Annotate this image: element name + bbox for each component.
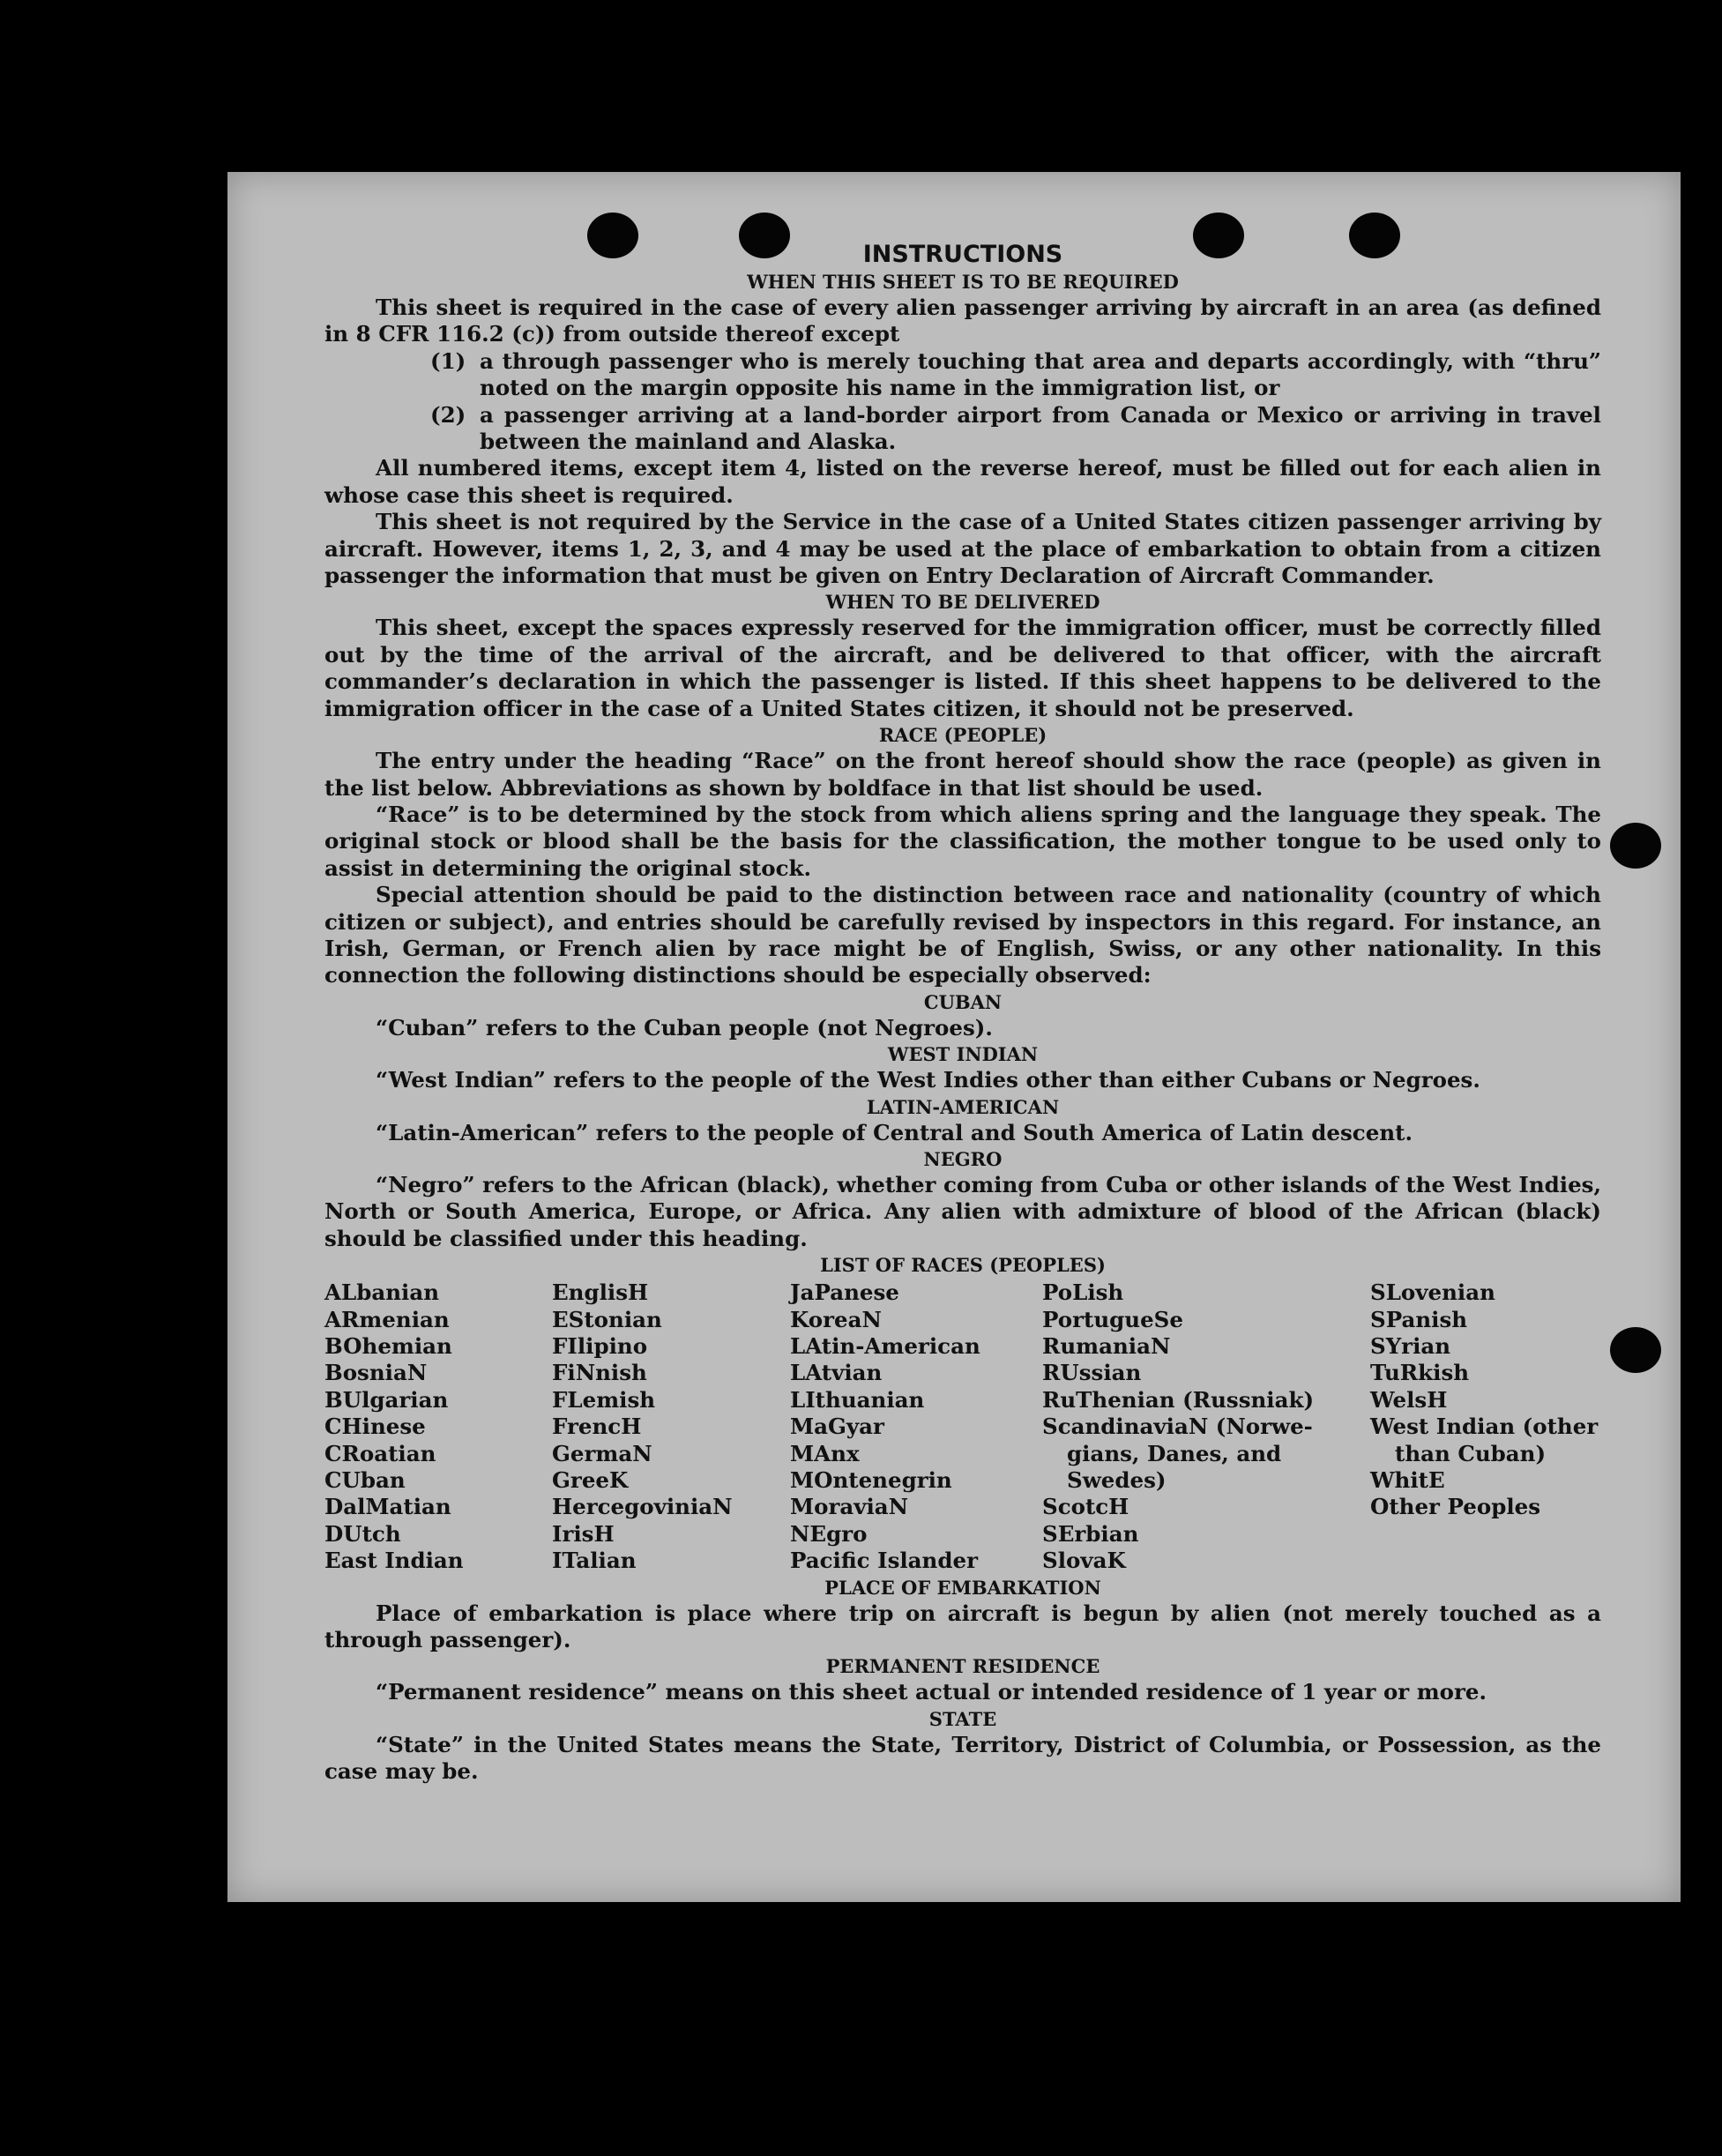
races-column	[324, 1279, 552, 1574]
race-entry: SLovenian	[1370, 1279, 1495, 1306]
punch-hole	[1610, 823, 1661, 869]
race-entry: LAtin-American	[790, 1333, 980, 1359]
section-heading-latin-american: LATIN-AMERICAN	[866, 1095, 1060, 1118]
race-entry: Swedes)	[1067, 1467, 1167, 1494]
section-heading-embarkation: PLACE OF EMBARKATION	[824, 1576, 1101, 1599]
item-number: (2)	[430, 401, 466, 428]
race-entry: SlovaK	[1042, 1548, 1126, 1574]
section-heading-when-required: WHEN THIS SHEET IS TO BE REQUIRED	[747, 271, 1179, 293]
races-list	[324, 1279, 1601, 1574]
race-entry: BosniaN	[324, 1360, 428, 1386]
item-text: a through passenger who is merely touching that area and departs accordingly, with “thru” noted on the margin opposite his name in the immigration list, or	[480, 347, 1601, 401]
paragraph: Special attention should be paid to the distinction between race and nationality (country of which citizen or subject), and entries should be carefully revised by inspectors in this regard. For instance, an Irish, German, or French alien by race might be of English, Swiss, or any other nationality. In this connection the following distinctions should be especially observed:	[324, 882, 1601, 988]
paragraph: The entry under the heading “Race” on the front hereof should show the race (people) as given in the list below. Abbreviations as shown by boldface in that list should be used.	[324, 748, 1601, 801]
race-entry: GreeK	[552, 1467, 629, 1494]
list-item	[324, 402, 1601, 456]
race-entry: FrencH	[552, 1414, 642, 1440]
race-entry: DalMatian	[324, 1494, 451, 1520]
race-entry: FIlipino	[552, 1333, 648, 1359]
race-entry: DUtch	[324, 1520, 401, 1547]
race-entry: JaPanese	[790, 1279, 899, 1306]
race-entry: RumaniaN	[1042, 1333, 1171, 1359]
section-heading-race: RACE (PEOPLE)	[878, 724, 1047, 747]
race-entry: EnglisH	[552, 1279, 649, 1306]
paragraph: All numbered items, except item 4, listed on the reverse hereof, must be filled out for each alien in whose case this sheet is required.	[324, 455, 1601, 508]
paragraph: “State” in the United States means the State, Territory, District of Columbia, or Possession, as the case may be.	[324, 1731, 1601, 1785]
race-entry: MOntenegrin	[790, 1467, 952, 1494]
race-entry: ScandinaviaN (Norwe-	[1042, 1414, 1313, 1440]
races-column	[1042, 1279, 1370, 1574]
race-entry: East Indian	[324, 1548, 464, 1574]
section-heading-negro: NEGRO	[923, 1147, 1003, 1170]
paragraph: This sheet, except the spaces expressly reserved for the immigration officer, must be correctly filled out by the time of the arrival of the aircraft, and be delivered to that officer, with the aircraft commander’s declaration in which the passenger is listed. If this sheet happens to be delivered to the immigration officer in the case of a United States citizen, it should not be preserved.	[324, 615, 1601, 721]
race-entry: MoraviaN	[790, 1494, 909, 1520]
races-column	[1370, 1279, 1601, 1574]
race-entry: CRoatian	[324, 1440, 436, 1466]
race-entry: MaGyar	[790, 1414, 884, 1440]
item-text: a passenger arriving at a land-border airport from Canada or Mexico or arriving in travel between the mainland and Alaska.	[480, 401, 1601, 455]
race-entry: SYrian	[1370, 1333, 1451, 1359]
race-entry: BUlgarian	[324, 1386, 449, 1413]
race-entry: RuThenian (Russniak)	[1042, 1386, 1315, 1413]
race-entry: ITalian	[552, 1548, 637, 1574]
section-heading-state: STATE	[928, 1707, 997, 1730]
races-column	[790, 1279, 1042, 1574]
race-entry: TuRkish	[1370, 1360, 1470, 1386]
race-entry: LAtvian	[790, 1360, 883, 1386]
race-entry: ALbanian	[324, 1279, 440, 1306]
race-entry: SPanish	[1370, 1306, 1468, 1332]
paragraph: “Cuban” refers to the Cuban people (not Negroes).	[376, 1014, 993, 1041]
race-entry: PortugueSe	[1042, 1306, 1183, 1332]
section-heading-list-of-races: LIST OF RACES (PEOPLES)	[820, 1254, 1106, 1277]
paragraph: This sheet is not required by the Service in the case of a United States citizen passenger arriving by aircraft. However, items 1, 2, 3, and 4 may be used at the place of embarkation to obtain from a citizen passenger the information that must be given on Entry Declaration of Aircraft Commander.	[324, 509, 1601, 589]
race-entry: EStonian	[552, 1306, 662, 1332]
race-entry: MAnx	[790, 1440, 860, 1466]
races-column	[552, 1279, 790, 1574]
race-entry: SErbian	[1042, 1520, 1139, 1547]
page-title: INSTRUCTIONS	[862, 241, 1063, 268]
section-heading-cuban: CUBAN	[923, 990, 1003, 1013]
race-entry: than Cuban)	[1395, 1440, 1547, 1466]
race-entry: IrisH	[552, 1520, 615, 1547]
document-sheet	[227, 172, 1681, 1902]
paragraph: “Negro” refers to the African (black), whether coming from Cuba or other islands of the West Indies, North or South America, Europe, or Africa. Any alien with admixture of blood of the African (black) should be classified under this heading.	[324, 1171, 1601, 1251]
race-entry: RUssian	[1042, 1360, 1142, 1386]
section-heading-residence: PERMANENT RESIDENCE	[825, 1655, 1100, 1678]
paragraph: “Latin-American” refers to the people of Central and South America of Latin descent.	[376, 1119, 1413, 1145]
paragraph: This sheet is required in the case of every alien passenger arriving by aircraft in an area (as defined in 8 CFR 116.2 (c)) from outside thereof except	[324, 295, 1601, 347]
item-number: (1)	[430, 347, 466, 374]
race-entry: FLemish	[552, 1386, 656, 1413]
instructions-text	[324, 241, 1601, 1786]
paragraph: Place of embarkation is place where trip on aircraft is begun by alien (not merely touched as a through passenger).	[324, 1600, 1601, 1653]
race-entry: ARmenian	[324, 1306, 450, 1332]
race-entry: WhitE	[1370, 1467, 1445, 1494]
race-entry: LIthuanian	[790, 1386, 925, 1413]
race-entry: FiNnish	[552, 1360, 647, 1386]
race-entry: ScotcH	[1042, 1494, 1129, 1520]
race-entry: HercegoviniaN	[552, 1494, 733, 1520]
race-entry: BOhemian	[324, 1333, 452, 1359]
section-heading-west-indian: WEST INDIAN	[887, 1043, 1039, 1066]
paragraph: “West Indian” refers to the people of the West Indies other than either Cubans or Negroes.	[376, 1067, 1480, 1093]
race-entry: NEgro	[790, 1520, 868, 1547]
race-entry: West Indian (other	[1370, 1414, 1599, 1440]
section-heading-when-delivered: WHEN TO BE DELIVERED	[825, 591, 1100, 614]
paragraph: “Permanent residence” means on this sheet actual or intended residence of 1 year or more.	[376, 1679, 1487, 1705]
race-entry: CHinese	[324, 1414, 426, 1440]
race-entry: KoreaN	[790, 1306, 882, 1332]
race-entry: CUban	[324, 1467, 406, 1494]
race-entry: WelsH	[1370, 1386, 1448, 1413]
race-entry: gians, Danes, and	[1067, 1440, 1282, 1466]
list-item	[324, 348, 1601, 402]
race-entry: PoLish	[1042, 1279, 1124, 1306]
race-entry: Pacific Islander	[790, 1548, 978, 1574]
paragraph: “Race” is to be determined by the stock from which aliens spring and the language they speak. The original stock or blood shall be the basis for the classification, the mother tongue to be used only to assist in determining the original stock.	[324, 801, 1601, 881]
race-entry: Other Peoples	[1370, 1494, 1541, 1520]
race-entry: GermaN	[552, 1440, 652, 1466]
punch-hole	[1610, 1327, 1661, 1373]
